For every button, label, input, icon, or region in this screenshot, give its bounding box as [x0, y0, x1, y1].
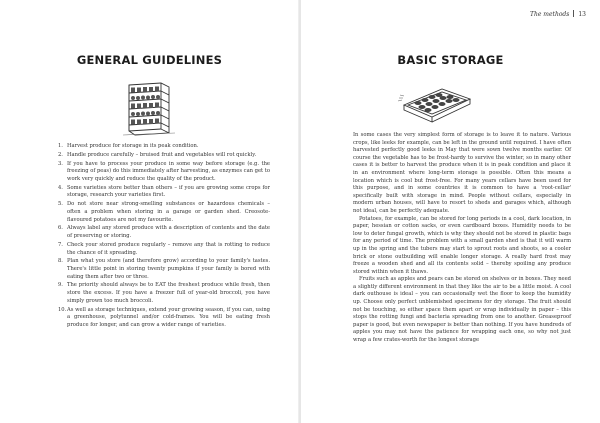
storage-shelf-illustration	[121, 79, 177, 137]
list-item: 8. Plan what you store (and therefore grow) according to your family's tastes. There's little point in storing twenty pumpkins if your family is bored with eating them after two or three.	[58, 258, 270, 280]
list-item: 9. The priority should always be to EAT the freshest produce while fresh, then store the excess. If you have a freezer full of year-old broccoli, you have simply grown too much broccoli.	[58, 282, 270, 304]
body-text	[353, 132, 571, 345]
left-page	[0, 0, 299, 423]
storage-crate-illustration	[398, 83, 476, 123]
list-item: 4. Some varieties store better than others – if you are growing some crops for storage, research your varieties first.	[58, 184, 270, 199]
left-page-heading: GENERAL GUIDELINES	[76, 53, 223, 67]
list-item: 3. If you have to process your produce in some way before storage (e.g. the freezing of peas) do this immediately after harvesting, as enzymes can get to work very quickly and reduce the quality of the product.	[58, 160, 270, 182]
running-head	[530, 10, 586, 18]
right-page-heading: BASIC STORAGE	[397, 53, 504, 67]
running-head-divider	[573, 10, 574, 17]
paragraph: Potatoes, for example, can be stored for long periods in a cool, dark location, in paper, hessian or cotton sacks, or even cardboard boxes. Humidity needs to be low to deter fungal growth, which is why they should not be stored in plastic bags for any period of time. The problem with a small garden shed is that it will warm up in the spring and the tubers may start to sprout roots and shoots, so a cooler brick or stone outbuilding will enable longer storage. A really hard frost may freeze a wooden shed and all its contents solid – thereby spoiling any produce stored within when it thaws.	[353, 215, 571, 275]
right-page	[301, 0, 600, 423]
list-item: 7. Check your stored produce regularly – remove any that is rotting to reduce the chance of it spreading.	[58, 241, 270, 256]
paragraph: In some cases the very simplest form of storage is to leave it to nature. Various crops, like leeks for example, can be left in the ground until required. I have often harvested perfectly good leeks in May that were sown twelve months earlier. Of course the vegetable has to be frost-hardy to survive the winter, so in many other cases it is better to harvest the produce when it is in peak condition and place it in an environment where long-term storage is possible. Often this means a location which is cool but frost-free. For many years cellars have been used for this purpose, and in some countries it is common to have a 'root-cellar' specifically built with storage in mind. People without cellars, especially in modern urban houses, will have to resort to sheds and garages which, although not ideal, can be perfectly adequate.	[353, 132, 571, 214]
running-head-title: The methods	[529, 11, 570, 18]
list-item: 2. Handle produce carefully – bruised fruit and vegetables will rot quickly.	[58, 151, 257, 158]
guidelines-list	[58, 143, 270, 331]
list-item: 1. Harvest produce for storage in its peak condition.	[58, 143, 199, 149]
list-item: 10. As well as storage techniques, extend your growing season, if you can, using a greenhouse, polytunnel and/or cold-frames. You will be eating fresh produce for longer, and can grow a wider range of varieties.	[58, 306, 270, 328]
page-number: 13	[578, 11, 586, 18]
paragraph: Fruits such as apples and pears can be stored on shelves or in boxes. They need a slightly different environment in that they like the air to be a little moist. A cool dark outhouse is ideal – you can occasionally wet the floor to keep the humidity up. Choose only perfect unblemished specimens for dry storage. The fruit should not be touching, so either space them apart or wrap individually in paper – this stops the rotting fungi and bacteria spreading from one to another. Greaseproof paper is good, but even newspaper is better than nothing. If you have hundreds of apples you may not have the patience for wrapping each one, so why not just wrap a few crates-worth for the longest storage	[353, 276, 571, 344]
list-item: 6. Always label any stored produce with a description of contents and the date of preserving or storing.	[58, 225, 270, 240]
list-item: 5. Do not store near strong-smelling substances or hazardous chemicals – often a problem when storing in a garage or garden shed. Creosote-flavoured potatoes are not my favourite.	[58, 201, 270, 223]
